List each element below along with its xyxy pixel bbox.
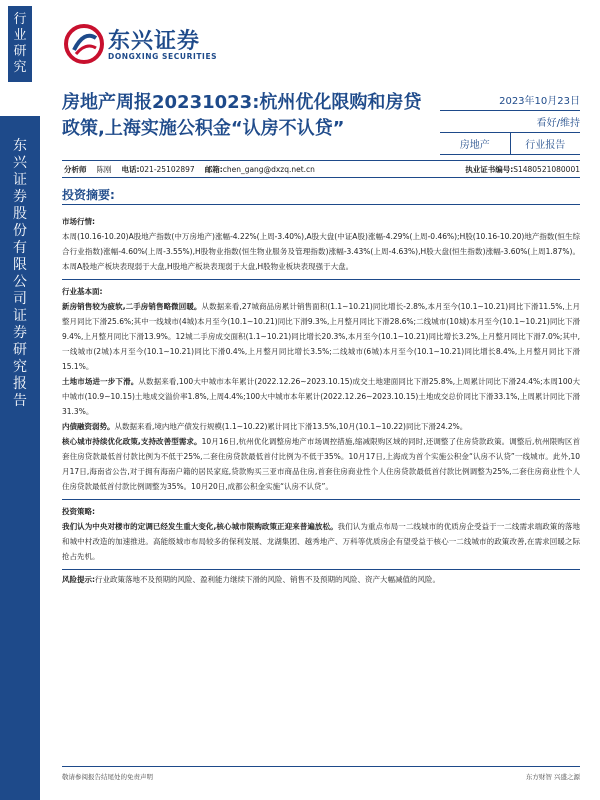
sector-tag: 房地产	[459, 140, 490, 151]
risk-heading: 风险提示:	[62, 575, 95, 584]
land-paragraph	[62, 374, 580, 419]
strategy-lead: 我们认为中央对楼市的定调已经发生重大变化,核心城市限购政策正迎来普遍放松。	[62, 522, 338, 531]
risk-text: 行业政策落地不及预期的风险、盈利能力继续下滑的风险、销售不及预期的风险、资产大幅减值的风险。	[95, 575, 440, 584]
strategy-heading: 投资策略:	[62, 507, 95, 516]
strategy-paragraph	[62, 519, 580, 564]
report-tags	[440, 133, 580, 155]
phone-label: 电话:	[121, 164, 140, 174]
analyst-license: S1480521080001	[513, 164, 580, 174]
market-heading: 市场行情:	[62, 217, 95, 226]
sales-text: 从数据来看,27城商品房累计销售面积(1.1~10.21)同比增长-2.8%,本月至今(10.1~10.21)同比下滑11.5%,上月整月同比下滑25.6%;其中一线城市(4城)本月至今(10.1~10.21)同比下滑9.3%,上月整月同比下滑28.6%;二线城市(10城)本月至今(10.1~10.21)同比下滑9.4%,上月整月同比下滑13.9%。12城二手房成交面积(1.1~10.21)同比增长20.3%,本月至今(10.1~10.21)同比增长3.2%,上月整月同比下滑7.0%;其中,一线城市(2城)本月至今(10.1~10.21)同比下滑0.4%,上月整月同比增长3.5%;二线城市(6城)本月至今(10.1~10.21)同比增长8.4%,上月整月同比下滑15.1%。	[62, 302, 580, 371]
debt-lead: 内债融资弱势。	[62, 422, 115, 431]
analyst-bar	[62, 160, 580, 178]
category-tag	[8, 6, 32, 82]
summary-heading: 投资摘要:	[62, 188, 115, 202]
policy-text: 10月16日,杭州优化调整房地产市场调控措施,缩减限购区域的同时,还调整了住房贷款政策。调整后,杭州限购区首套住房贷款最低首付款比例为不低于25%,二套住房贷款最低首付比例为不低于35%。10月17日,上海成为首个实施公积金“认房不认贷”一线城市。此外,10月17日,海南省公告,对于拥有海南户籍的居民家庭,贷款购买三亚市商品住房,首套住房商业性个人住房贷款最低首付款比例调整为25%,二套住房商业性个人住房贷款最低首付款比例调整为35%。10月20日,成都公积金实施“认房不认贷”。	[62, 437, 580, 491]
sales-lead: 新房销售较为疲软,二手房销售略微回暖。	[62, 302, 202, 311]
report-rating: 看好/维持	[440, 111, 580, 133]
risk-paragraph	[62, 572, 580, 587]
category-label: 行业研究	[13, 12, 27, 75]
section-divider	[62, 499, 580, 500]
policy-paragraph	[62, 434, 580, 494]
company-logo	[64, 22, 224, 68]
footer-divider	[62, 766, 580, 767]
logo-name-cn: 东兴证券	[108, 29, 201, 54]
report-info-box	[440, 92, 580, 155]
land-text: 从数据来看,100大中城市本年累计(2022.12.26~2023.10.15)成交土地建面同比下滑25.8%,上周累计同比下滑24.4%;本周100大中城市(10.9~10.15)土地成交溢价率1.8%,上周4.4%;100大中城市本年累计(2022.12.26~2023.10.15)土地成交总价同比下滑33.1%,上周累计同比下滑31.3%。	[62, 377, 580, 416]
debt-text: 从数据来看,境内地产债发行规模(1.1~10.22)累计同比下滑13.5%,10月(10.1~10.22)同比下滑24.2%。	[114, 422, 468, 431]
license-label: 执业证书编号:	[465, 164, 514, 174]
summary-divider	[62, 204, 580, 205]
report-type-tag: 行业报告	[510, 133, 581, 154]
report-title: 房地产周报20231023:杭州优化限购和房贷政策,上海实施公积金“认房不认贷”	[62, 92, 422, 139]
footer-slogan: 东方财智 兴盛之源	[525, 773, 580, 781]
company-vertical-label: 东兴证券股份有限公司证券研究报告	[13, 138, 27, 409]
logo-name-en: DONGXING SECURITIES	[108, 52, 218, 61]
analyst-email[interactable]: chen_gang@dxzq.net.cn	[222, 164, 315, 174]
land-lead: 土地市场进一步下滑。	[62, 377, 139, 386]
email-label: 邮箱:	[204, 164, 223, 174]
analyst-name: 陈刚	[96, 164, 112, 174]
logo-mark-icon	[64, 24, 104, 64]
sidebar	[0, 0, 40, 800]
sales-paragraph	[62, 299, 580, 374]
disclaimer-note: 敬请参阅报告结尾处的免责声明	[62, 773, 153, 781]
market-paragraph: 本周(10.16-10.20)A股地产指数(中万房地产)涨幅-4.22%(上周-3.40%),A股大盘(中证A股)涨幅-4.29%(上周-0.46%);H股(10.16-10.20)地产指数(恒生综合行业指数)涨幅-4.60%(上周-3.55%),H股物业指数(恒生物业服务及管理指数)涨幅-3.43%(上周-4.63%),H股大盘(恒生指数)涨幅-3.60%(上周1.87%)。本周A股地产板块表现弱于大盘,H股地产板块表现弱于大盘,H股物业板块表现强于大盘。	[62, 232, 580, 271]
section-divider	[62, 569, 580, 570]
analyst-phone: 021-25102897	[139, 164, 195, 174]
section-divider	[62, 279, 580, 280]
analyst-role-label: 分析师	[64, 164, 87, 174]
basics-heading: 行业基本面:	[62, 287, 103, 296]
report-date: 2023年10月23日	[440, 92, 580, 111]
policy-lead: 核心城市持续优化政策,支持改善型需求。	[62, 437, 202, 446]
strategy-text: 我们认为重点布局一二线城市的优质房企受益于一二线需求端政策的落地和城中村改造的加速推进。高能级城市布局较多的保利发展、龙湖集团、越秀地产、万科等优质房企有望受益于核心一二线城市的政策改善,在需求回暖之际抢占先机。	[62, 522, 580, 561]
debt-paragraph	[62, 419, 580, 434]
report-content	[62, 210, 580, 587]
